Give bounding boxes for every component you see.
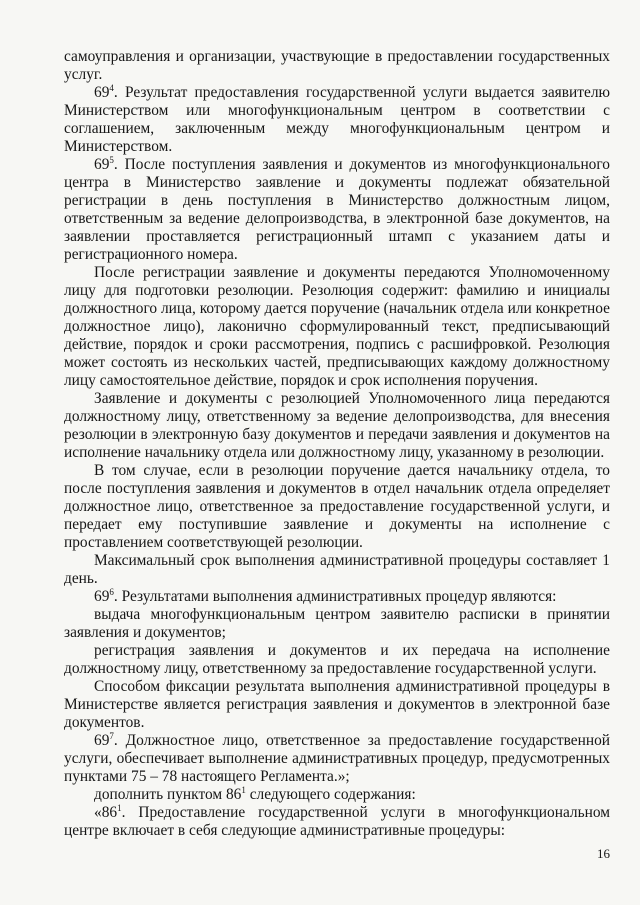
paragraph-86-1: «$86^1$. Предоставление государственной услуги в многофункциональном центре включает в себя следующие административные процедуры: [64,803,610,839]
paragraph: самоуправления и организации, участвующие в предоставлении государственных услуг. [64,48,610,83]
paragraph-69-6: $69^6$. Результатами выполнения административных процедур являются: [94,587,557,605]
paragraph: Способом фиксации результата выполнения административной процедуры в Министерстве является регистрация заявления и документов в электронной базе документов. [64,678,610,731]
paragraph-69-4: $69^4$. Результат предоставления государственной услуги выдается заявителю Министерством или многофункциональным центром в соответствии с соглашением, заключенным между многофункциональным центром и Министерством. [64,83,610,155]
paragraph: В том случае, если в резолюции поручение дается начальнику отдела, то после поступления заявления и документов в отдел начальник отдела определяет должностное лицо, ответственное за предоставление государственной услуги, и передает ему поступившие заявление и документы на исполнение с проставлением соответствующей резолюции. [64,462,610,551]
paragraph-69-7: $69^7$. Должностное лицо, ответственное за предоставление государственной услуги, обеспечивает выполнение административных процедур, предусмотренных пунктами 75 – 78 настоящего Регламента.»; [64,731,610,785]
paragraph: выдача многофункциональным центром заявителю расписки в принятии заявления и документов; [64,606,610,641]
paragraph-add-86-1: дополнить пунктом $86^1$ следующего содержания: [94,785,416,803]
paragraph: Заявление и документы с резолюцией Уполномоченного лица передаются должностному лицу, ответственному за ведение делопроизводства, для внесения резолюции в электронную базу документов и передачи заявления и документов на исполнение начальнику отдела или должностному лицу, указанному в резолюции. [64,390,610,461]
paragraph: регистрация заявления и документов и их передача на исполнение должностному лицу, ответственному за предоставление государственной услуги. [64,642,610,677]
paragraph-69-5: $69^5$. После поступления заявления и документов из многофункционального центра в Министерство заявление и документы подлежат обязательной регистрации в день поступления в Министерство должностным лицом, ответственным за ведение делопроизводства, в электронной базе документов, на заявлении проставляется регистрационный штамп с указанием даты и регистрационного номера. [64,155,610,263]
page-number: 16 [597,846,610,861]
paragraph: После регистрации заявление и документы передаются Уполномоченному лицу для подготовки резолюции. Резолюция содержит: фамилию и инициалы должностного лица, которому дается поручение (начальник отдела или конкретное должностное лицо), лаконично сформулированный текст, предписывающий действие, порядок и сроки рассмотрения, подпись с расшифровкой. Резолюция может состоять из нескольких частей, предписывающих каждому должностному лицу самостоятельное действие, порядок и срок исполнения поручения. [64,264,610,389]
paragraph: Максимальный срок выполнения административной процедуры составляет 1 день. [64,552,610,587]
